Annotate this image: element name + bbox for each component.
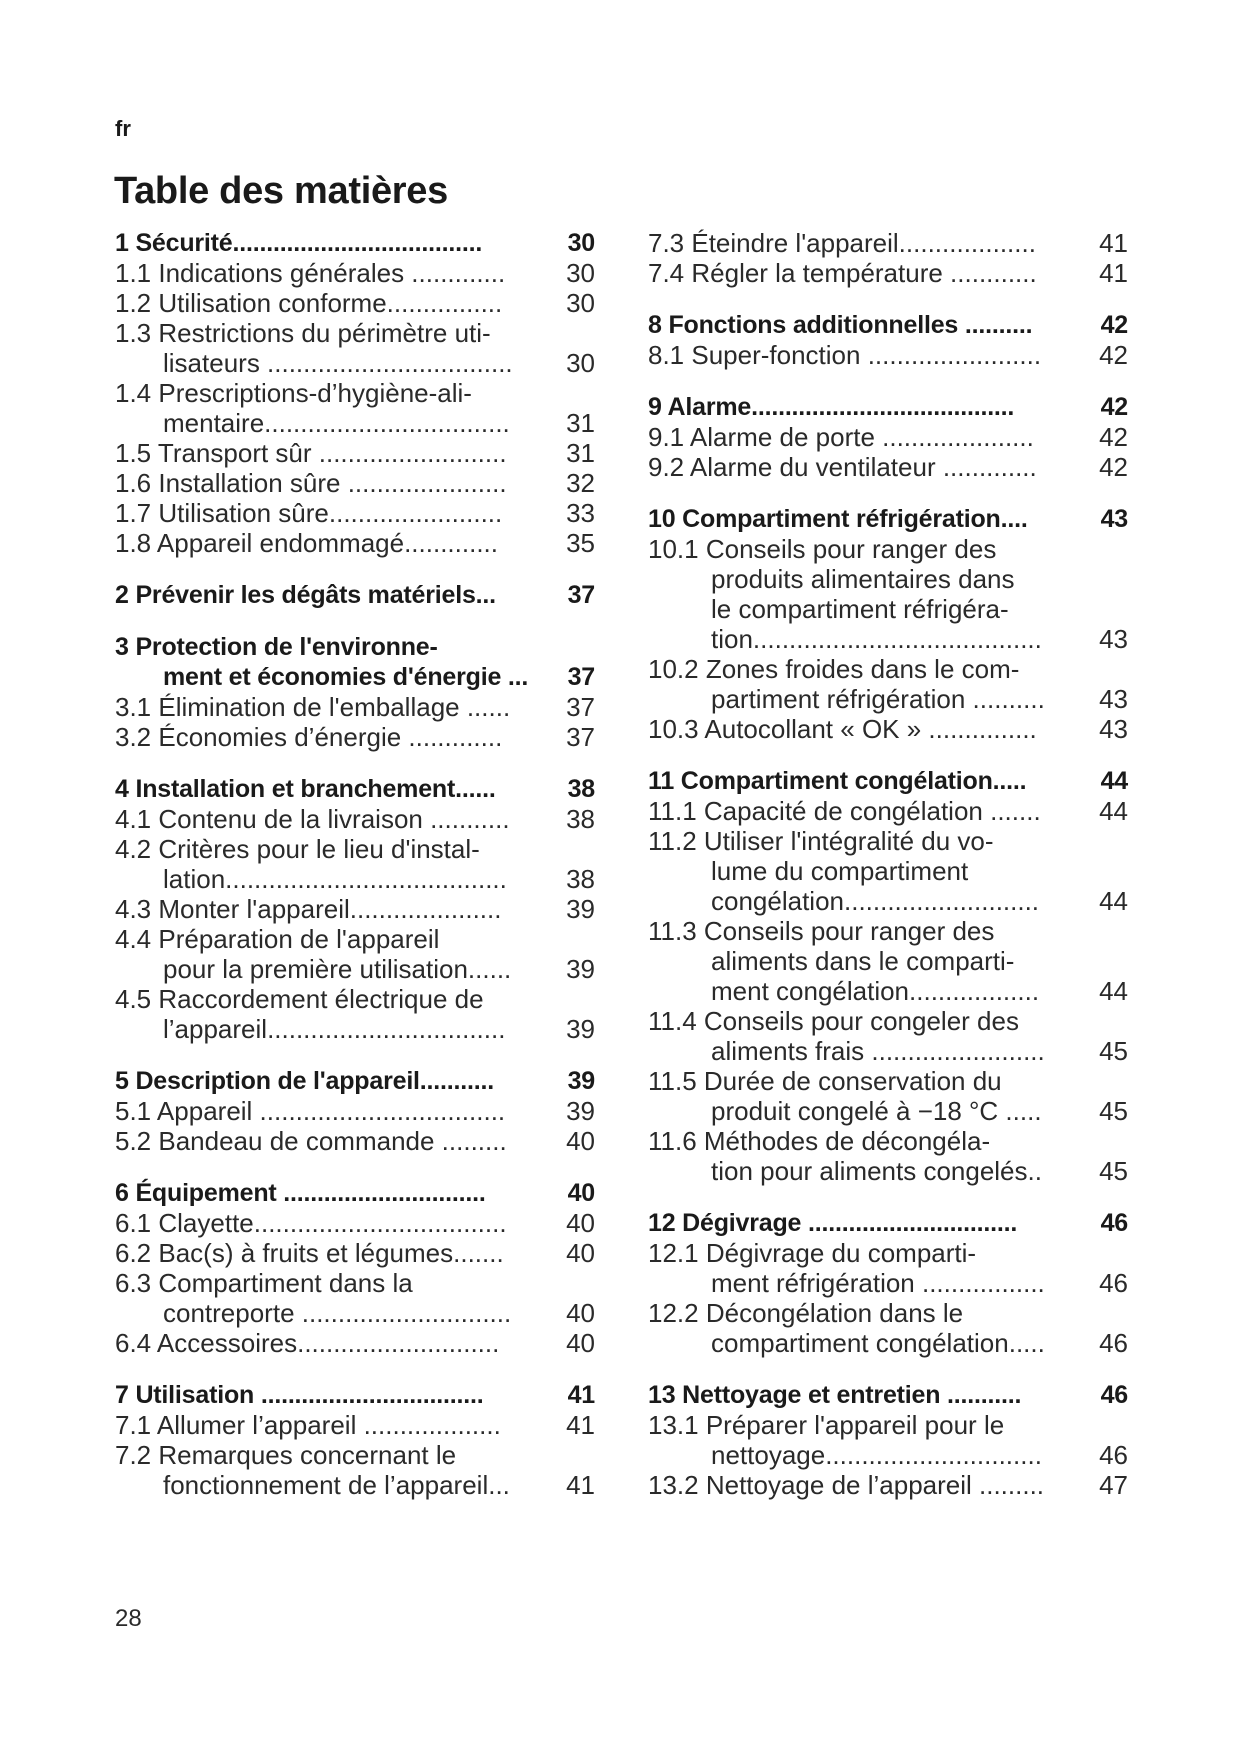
toc-entry-title: 12 Dégivrage ...............................	[648, 1209, 1018, 1237]
toc-entry-title: 11.4 Conseils pour congeler des aliments frais ........................	[648, 1006, 1045, 1066]
toc-entry-title: 6.1 Clayette...................................	[115, 1208, 507, 1238]
language-code: fr	[115, 116, 131, 141]
page-title: Table des matières	[114, 170, 448, 212]
toc-subentry[interactable]	[115, 894, 595, 924]
toc-entry-title: 5.2 Bandeau de commande .........	[115, 1126, 507, 1156]
toc-entry-title: 11.6 Méthodes de décongéla- tion pour aliments congelés..	[648, 1126, 1042, 1186]
toc-entry-title: 9.1 Alarme de porte .....................	[648, 422, 1034, 452]
toc-section	[115, 1066, 595, 1156]
toc-entry-title: 11.5 Durée de conservation du produit congelé à −18 °C .....	[648, 1066, 1042, 1126]
toc-entry-title: 3.1 Élimination de l'emballage ......	[115, 692, 511, 722]
toc-entry-page: 31	[566, 438, 595, 468]
toc-entry-title: 11.3 Conseils pour ranger des aliments dans le comparti- ment congélation..................	[648, 916, 1040, 1006]
toc-section	[115, 1178, 595, 1358]
toc-entry-page: 38	[567, 775, 595, 803]
toc-entry-page: 40	[567, 1179, 595, 1207]
toc-entry-title: 1.5 Transport sûr ..........................	[115, 438, 507, 468]
toc-subentry[interactable]	[648, 1298, 1128, 1358]
toc-entry-page: 39	[567, 1067, 595, 1095]
toc-entry-title: 4.1 Contenu de la livraison ...........	[115, 804, 510, 834]
toc-subentry[interactable]	[115, 1208, 595, 1238]
toc-entry-page: 39	[566, 954, 595, 984]
toc-subentry[interactable]	[648, 422, 1128, 452]
toc-section	[648, 504, 1128, 744]
toc-entry-page: 32	[566, 468, 595, 498]
toc-entry-page: 45	[1099, 1036, 1128, 1066]
toc-entry-page: 33	[566, 498, 595, 528]
toc-entry-page: 41	[1099, 228, 1128, 258]
toc-subentry[interactable]	[648, 340, 1128, 370]
toc-entry-page: 30	[566, 258, 595, 288]
toc-chapter-entry[interactable]	[648, 1380, 1128, 1410]
toc-subentry[interactable]	[115, 722, 595, 752]
toc-subentry[interactable]	[648, 452, 1128, 482]
toc-entry-title: 5.1 Appareil ..................................	[115, 1096, 506, 1126]
toc-entry-title: 6.4 Accessoires............................	[115, 1328, 500, 1358]
toc-entry-title: 10 Compartiment réfrigération....	[648, 505, 1028, 533]
toc-subentry[interactable]	[648, 228, 1128, 258]
toc-section	[648, 1208, 1128, 1358]
toc-subentry[interactable]	[648, 1410, 1128, 1470]
toc-chapter-entry[interactable]	[115, 228, 595, 258]
toc-entry-title: 9 Alarme.......................................	[648, 393, 1015, 421]
toc-subentry[interactable]	[648, 654, 1128, 714]
toc-entry-page: 42	[1100, 393, 1128, 421]
toc-section	[648, 766, 1128, 1186]
toc-entry-page: 40	[566, 1238, 595, 1268]
toc-entry-title: 1 Sécurité.....................................	[115, 229, 483, 257]
toc-section	[648, 1380, 1128, 1500]
toc-entry-title: 10.1 Conseils pour ranger des produits alimentaires dans le compartiment réfrigéra- tion........................................	[648, 534, 1042, 654]
toc-subentry[interactable]	[648, 714, 1128, 744]
toc-entry-page: 35	[566, 528, 595, 558]
toc-subentry[interactable]	[115, 1268, 595, 1328]
toc-subentry[interactable]	[115, 288, 595, 318]
toc-entry-page: 37	[566, 692, 595, 722]
toc-entry-page: 44	[1099, 886, 1128, 916]
toc-subentry[interactable]	[648, 916, 1128, 1006]
toc-section	[648, 228, 1128, 288]
toc-entry-page: 46	[1100, 1381, 1128, 1409]
toc-entry-page: 40	[566, 1208, 595, 1238]
toc-entry-title: 11.2 Utiliser l'intégralité du vo- lume du compartiment congélation...........................	[648, 826, 1040, 916]
toc-entry-title: 13.2 Nettoyage de l’appareil .........	[648, 1470, 1045, 1500]
toc-entry-page: 37	[567, 581, 595, 609]
toc-entry-title: 11.1 Capacité de congélation .......	[648, 796, 1041, 826]
toc-chapter-entry[interactable]	[648, 504, 1128, 534]
toc-entry-title: 4.5 Raccordement électrique de l’appareil.................................	[115, 984, 506, 1044]
toc-entry-page: 41	[566, 1470, 595, 1500]
toc-entry-title: 1.4 Prescriptions-d’hygiène-ali- mentaire..................................	[115, 378, 510, 438]
toc-subentry[interactable]	[115, 1328, 595, 1358]
toc-entry-page: 40	[566, 1298, 595, 1328]
toc-chapter-entry[interactable]	[115, 1178, 595, 1208]
toc-section	[115, 774, 595, 1044]
toc-subentry[interactable]	[115, 1410, 595, 1440]
toc-entry-page: 45	[1099, 1096, 1128, 1126]
toc-subentry[interactable]	[115, 1238, 595, 1268]
toc-entry-page: 39	[566, 894, 595, 924]
toc-subentry[interactable]	[648, 1238, 1128, 1298]
toc-entry-page: 44	[1100, 767, 1128, 795]
toc-entry-title: 1.1 Indications générales .............	[115, 258, 506, 288]
toc-entry-page: 41	[1099, 258, 1128, 288]
toc-entry-page: 42	[1100, 311, 1128, 339]
toc-entry-page: 41	[566, 1410, 595, 1440]
toc-entry-page: 38	[566, 804, 595, 834]
toc-subentry[interactable]	[648, 258, 1128, 288]
toc-entry-page: 47	[1099, 1470, 1128, 1500]
toc-subentry[interactable]	[648, 1126, 1128, 1186]
toc-section	[115, 632, 595, 752]
toc-entry-title: 7.2 Remarques concernant le fonctionnement de l’appareil...	[115, 1440, 510, 1500]
toc-entry-page: 46	[1099, 1440, 1128, 1470]
toc-entry-title: 1.7 Utilisation sûre........................	[115, 498, 503, 528]
toc-entry-page: 43	[1100, 505, 1128, 533]
toc-subentry[interactable]	[115, 468, 595, 498]
toc-subentry[interactable]	[115, 498, 595, 528]
toc-entry-title: 1.3 Restrictions du périmètre uti- lisateurs ..................................	[115, 318, 513, 378]
toc-entry-title: 7.3 Éteindre l'appareil...................	[648, 228, 1036, 258]
toc-entry-page: 46	[1100, 1209, 1128, 1237]
toc-entry-title: 2 Prévenir les dégâts matériels...	[115, 581, 496, 609]
toc-chapter-entry[interactable]	[648, 766, 1128, 796]
toc-entry-page: 46	[1099, 1268, 1128, 1298]
toc-entry-page: 37	[567, 663, 595, 691]
toc-entry-page: 45	[1099, 1156, 1128, 1186]
toc-chapter-entry[interactable]	[115, 1380, 595, 1410]
page-number: 28	[115, 1605, 142, 1632]
toc-section	[115, 228, 595, 558]
toc-entry-page: 44	[1099, 796, 1128, 826]
toc-subentry[interactable]	[648, 1006, 1128, 1066]
toc-entry-page: 43	[1099, 714, 1128, 744]
toc-entry-page: 39	[566, 1096, 595, 1126]
toc-chapter-entry[interactable]	[115, 580, 595, 610]
toc-chapter-entry[interactable]	[115, 774, 595, 804]
toc-entry-page: 40	[566, 1328, 595, 1358]
toc-entry-page: 37	[566, 722, 595, 752]
toc-entry-title: 4.4 Préparation de l'appareil pour la première utilisation......	[115, 924, 512, 984]
toc-section	[648, 310, 1128, 370]
toc-entry-title: 9.2 Alarme du ventilateur .............	[648, 452, 1037, 482]
toc-entry-title: 5 Description de l'appareil...........	[115, 1067, 495, 1095]
toc-chapter-entry[interactable]	[648, 392, 1128, 422]
toc-entry-title: 10.3 Autocollant « OK » ...............	[648, 714, 1037, 744]
toc-subentry[interactable]	[648, 826, 1128, 916]
toc-section	[115, 580, 595, 610]
toc-entry-page: 43	[1099, 684, 1128, 714]
toc-entry-page: 39	[566, 1014, 595, 1044]
toc-subentry[interactable]	[115, 258, 595, 288]
toc-entry-title: 11 Compartiment congélation.....	[648, 767, 1027, 795]
toc-entry-page: 42	[1099, 422, 1128, 452]
toc-entry-page: 40	[566, 1126, 595, 1156]
toc-entry-page: 44	[1099, 976, 1128, 1006]
toc-subentry[interactable]	[115, 378, 595, 438]
toc-entry-title: 3.2 Économies d’énergie .............	[115, 722, 503, 752]
toc-subentry[interactable]	[115, 1096, 595, 1126]
toc-subentry[interactable]	[115, 438, 595, 468]
toc-entry-title: 8 Fonctions additionnelles ..........	[648, 311, 1033, 339]
toc-subentry[interactable]	[115, 528, 595, 558]
toc-subentry[interactable]	[115, 1440, 595, 1500]
toc-column-right	[648, 228, 1128, 1522]
toc-entry-page: 42	[1099, 452, 1128, 482]
toc-entry-title: 4.3 Monter l'appareil.....................	[115, 894, 502, 924]
toc-subentry[interactable]	[115, 318, 595, 378]
toc-subentry[interactable]	[115, 804, 595, 834]
toc-section	[648, 392, 1128, 482]
toc-entry-title: 12.2 Décongélation dans le compartiment congélation.....	[648, 1298, 1045, 1358]
toc-entry-title: 7.4 Régler la température ............	[648, 258, 1037, 288]
toc-entry-page: 41	[567, 1381, 595, 1409]
toc-subentry[interactable]	[648, 1066, 1128, 1126]
toc-entry-title: 6.2 Bac(s) à fruits et légumes.......	[115, 1238, 504, 1268]
toc-entry-title: 7.1 Allumer l’appareil ...................	[115, 1410, 501, 1440]
toc-entry-title: 6 Équipement ..............................	[115, 1179, 486, 1207]
toc-chapter-entry[interactable]	[115, 632, 595, 692]
toc-section	[115, 1380, 595, 1500]
toc-chapter-entry[interactable]	[115, 1066, 595, 1096]
toc-entry-page: 31	[566, 408, 595, 438]
toc-entry-title: 10.2 Zones froides dans le com- partiment réfrigération ..........	[648, 654, 1045, 714]
toc-entry-title: 1.8 Appareil endommagé.............	[115, 528, 498, 558]
toc-entry-title: 12.1 Dégivrage du comparti- ment réfrigération .................	[648, 1238, 1045, 1298]
toc-subentry[interactable]	[648, 1470, 1128, 1500]
toc-entry-page: 42	[1099, 340, 1128, 370]
toc-entry-title: 8.1 Super-fonction ........................	[648, 340, 1042, 370]
toc-entry-title: 6.3 Compartiment dans la contreporte .............................	[115, 1268, 512, 1328]
toc-entry-page: 46	[1099, 1328, 1128, 1358]
toc-subentry[interactable]	[115, 984, 595, 1044]
toc-entry-title: 4 Installation et branchement......	[115, 775, 496, 803]
toc-entry-page: 38	[566, 864, 595, 894]
toc-chapter-entry[interactable]	[648, 310, 1128, 340]
toc-entry-title: 1.6 Installation sûre ......................	[115, 468, 507, 498]
toc-entry-page: 30	[567, 229, 595, 257]
toc-subentry[interactable]	[648, 796, 1128, 826]
toc-subentry[interactable]	[115, 692, 595, 722]
toc-subentry[interactable]	[115, 1126, 595, 1156]
toc-entry-title: 1.2 Utilisation conforme................	[115, 288, 503, 318]
toc-chapter-entry[interactable]	[648, 1208, 1128, 1238]
toc-column-left	[115, 228, 595, 1522]
toc-entry-page: 30	[566, 288, 595, 318]
toc-entry-title: 4.2 Critères pour le lieu d'instal- lation.......................................	[115, 834, 507, 894]
toc-entry-title: 3 Protection de l'environne- ment et économies d'énergie ...	[115, 633, 529, 691]
toc-entry-title: 7 Utilisation .................................	[115, 1381, 484, 1409]
toc-subentry[interactable]	[648, 534, 1128, 654]
toc-entry-title: 13 Nettoyage et entretien ...........	[648, 1381, 1022, 1409]
toc-entry-page: 30	[566, 348, 595, 378]
toc-subentry[interactable]	[115, 834, 595, 894]
toc-entry-page: 43	[1099, 624, 1128, 654]
toc-entry-title: 13.1 Préparer l'appareil pour le nettoyage..............................	[648, 1410, 1042, 1470]
toc-subentry[interactable]	[115, 924, 595, 984]
